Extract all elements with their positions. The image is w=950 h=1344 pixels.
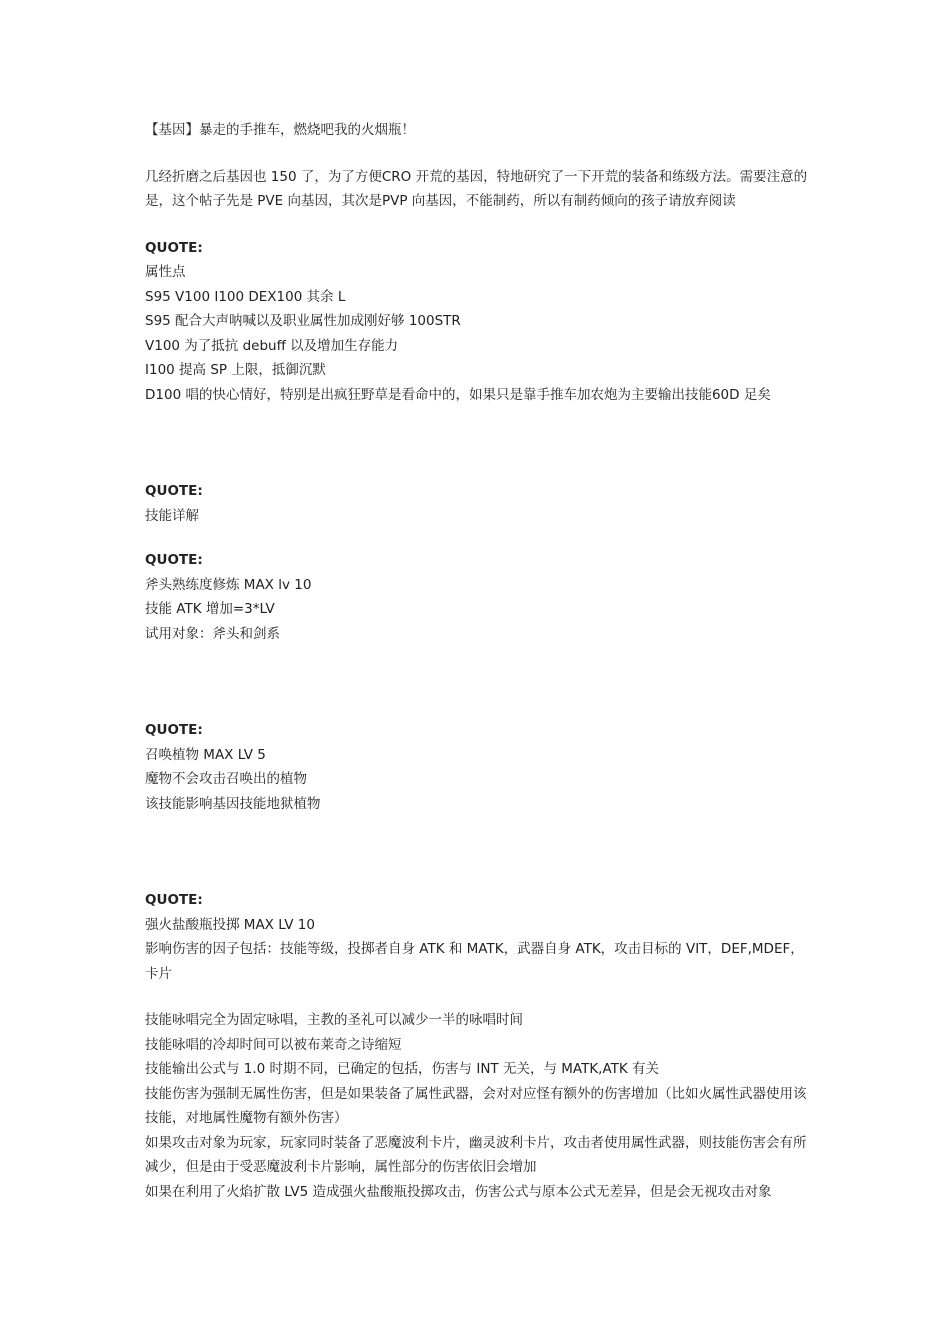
quote-label: QUOTE: xyxy=(145,483,203,499)
text-line: 召唤植物 MAX LV 5 xyxy=(145,746,266,763)
text-line: 试用对象：斧头和剑系 xyxy=(145,625,280,642)
text-line: 如果在利用了火焰扩散 LV5 造成强火盐酸瓶投掷攻击，伤害公式与原本公式无差异，但是会无视攻击对象 xyxy=(145,1183,772,1200)
quote-label: QUOTE: xyxy=(145,552,203,568)
text-line: 技能详解 xyxy=(145,507,199,524)
intro-paragraph: 几经折磨之后基因也 150 了，为了方便CRO 开荒的基因，特地研究了一下开荒的装备和练级方法。需要注意的是，这个帖子先是 PVE 向基因，其次是PVP 向基因，不能制药，所以有制药倾向的孩子请放弃阅读 xyxy=(145,168,808,209)
text-line: 魔物不会攻击召唤出的植物 xyxy=(145,771,307,787)
document-body xyxy=(145,118,815,1204)
post-title: 【基因】暴走的手推车，燃烧吧我的火烟瓶！ xyxy=(145,122,415,138)
text-line: 技能咏唱完全为固定咏唱，主教的圣礼可以减少一半的咏唱时间 xyxy=(145,1012,523,1028)
text-line: 影响伤害的因子包括：技能等级，投掷者自身 ATK 和 MATK，武器自身 ATK，攻击目标的 VIT，DEF,MDEF，卡片 xyxy=(145,941,804,982)
text-line: 斧头熟练度修炼 MAX lv 10 xyxy=(145,576,312,593)
text-line: D100 唱的快心情好，特别是出疯狂野草是看命中的，如果只是靠手推车加农炮为主要输出技能60D 足矣 xyxy=(145,386,771,403)
quote-label: QUOTE: xyxy=(145,722,203,738)
text-line: 技能伤害为强制无属性伤害，但是如果装备了属性武器，会对对应怪有额外的伤害增加（比如火属性武器使用该技能，对地属性魔物有额外伤害） xyxy=(145,1085,807,1126)
quote-label: QUOTE: xyxy=(145,892,203,908)
text-line: 该技能影响基因技能地狱植物 xyxy=(145,795,321,812)
text-line: 属性点 xyxy=(145,264,186,280)
text-line: 技能输出公式与 1.0 时期不同，已确定的包括，伤害与 INT 无关，与 MATK,ATK 有关 xyxy=(145,1061,660,1077)
quote-label: QUOTE: xyxy=(145,239,203,256)
text-line: 技能 ATK 增加=3*LV xyxy=(145,601,275,617)
text-line: S95 配合大声呐喊以及职业属性加成刚好够 100STR xyxy=(145,313,461,329)
text-line: V100 为了抵抗 debuff 以及增加生存能力 xyxy=(145,337,399,354)
text-line: I100 提高 SP 上限，抵御沉默 xyxy=(145,362,326,378)
text-line: 如果攻击对象为玩家，玩家同时装备了恶魔波利卡片，幽灵波利卡片，攻击者使用属性武器，则技能伤害会有所减少，但是由于受恶魔波利卡片影响，属性部分的伤害依旧会增加 xyxy=(145,1134,807,1175)
text-line: S95 V100 I100 DEX100 其余 L xyxy=(145,288,346,305)
text-line: 强火盐酸瓶投掷 MAX LV 10 xyxy=(145,916,315,933)
text-line: 技能咏唱的冷却时间可以被布莱奇之诗缩短 xyxy=(145,1036,402,1053)
